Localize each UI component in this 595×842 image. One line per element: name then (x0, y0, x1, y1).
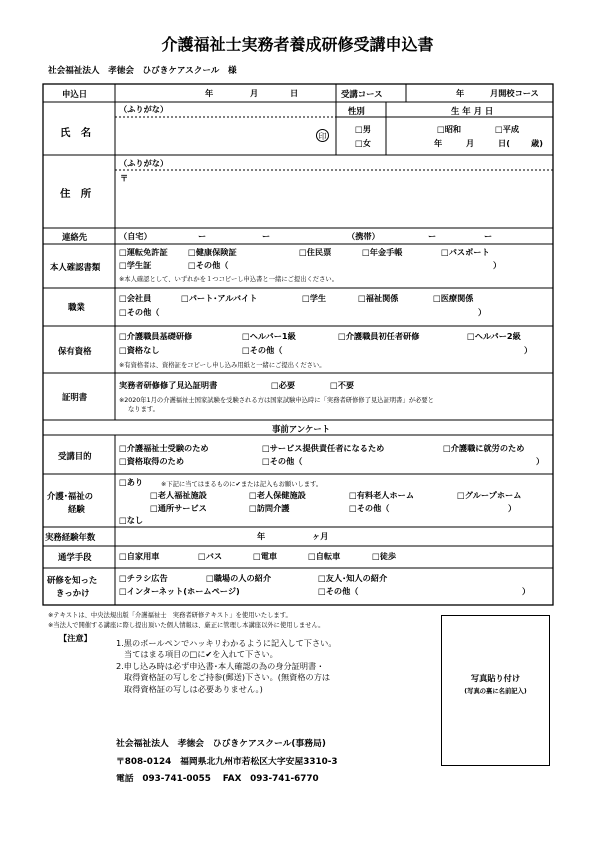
exp-paid-home-checkbox[interactable]: □有料老人ホーム (349, 490, 415, 500)
experience-note: ※下記に当てはまるものに✔または記入もお願いします。 (161, 481, 323, 488)
photo-sublabel: (写真の裏に名前記入) (464, 688, 527, 695)
id-other-checkbox[interactable]: □その他（ (188, 260, 229, 270)
label-certificate: 証明書 (62, 392, 88, 402)
id-student-card-checkbox[interactable]: □学生証 (119, 260, 152, 270)
source-flyer-checkbox[interactable]: □チラシ広告 (119, 573, 168, 583)
label-experience-2: 経験 (68, 504, 85, 514)
footer-address: 〒808-0124 福岡県北九州市若松区大字安屋3310-3 (116, 757, 338, 767)
months-unit: ヶ月 (312, 531, 329, 541)
source-coworker-checkbox[interactable]: □職場の人の紹介 (206, 573, 272, 583)
exp-other-checkbox[interactable]: □その他（ (349, 503, 390, 513)
purpose-other-close: ） (536, 456, 545, 466)
commute-car-checkbox[interactable]: □自家用車 (119, 551, 160, 561)
label-qualifications: 保有資格 (58, 346, 92, 356)
qual-note: ※有資格者は、資格証をコピーし申し込み用紙と一緒にご提出ください。 (119, 362, 326, 369)
commute-walk-checkbox[interactable]: □徒歩 (372, 551, 397, 561)
exp-other-close: ） (508, 503, 517, 513)
birth-month-unit: 月 (466, 138, 475, 148)
caution-2c: 取得資格証の写しは必要ありません。) (124, 684, 263, 694)
gender-female-checkbox[interactable]: □女 (355, 138, 371, 148)
footer-phone: 電話 093-741-0055 FAX 093-741-6770 (116, 774, 319, 784)
qual-helper1-checkbox[interactable]: □ヘルパー1級 (242, 331, 296, 341)
label-birthdate: 生 年 月 日 (451, 106, 494, 116)
job-welfare-checkbox[interactable]: □福祉関係 (358, 293, 399, 303)
era-showa-checkbox[interactable]: □昭和 (437, 124, 462, 134)
source-other-checkbox[interactable]: □その他（ (318, 586, 359, 596)
age-unit: 歳) (531, 138, 543, 148)
commute-bicycle-checkbox[interactable]: □自転車 (308, 551, 341, 561)
contact-dash-1: ー (198, 231, 207, 241)
label-commute: 通学手段 (58, 552, 92, 562)
page-title: 介護福祉士実務者養成研修受講申込書 (161, 35, 434, 54)
name-furigana: （ふりがな） (119, 104, 169, 114)
id-passport-checkbox[interactable]: □パスポート (441, 247, 490, 257)
apply-day-unit: 日 (290, 88, 299, 98)
id-other-close: ） (493, 260, 502, 270)
caution-1a: 1.黒のボールペンでハッキリわかるように記入して下さい。 (116, 638, 337, 648)
source-friend-checkbox[interactable]: □友人･知人の紹介 (318, 573, 388, 583)
label-purpose: 受講目的 (58, 451, 92, 461)
job-part-time-checkbox[interactable]: □パート･アルバイト (181, 293, 258, 303)
cert-text: 実務者研修修了見込証明書 (119, 380, 218, 390)
gender-male-checkbox[interactable]: □男 (355, 124, 371, 134)
seal-mark: 印 (316, 129, 329, 142)
label-gender: 性別 (348, 106, 365, 116)
qual-other-close: ） (524, 345, 533, 355)
birth-day-unit: 日( (498, 138, 510, 148)
course-suffix: 月開校コース (490, 88, 539, 98)
label-source-1: 研修を知った (47, 575, 98, 585)
commute-bus-checkbox[interactable]: □バス (198, 551, 223, 561)
survey-header: 事前アンケート (272, 424, 331, 434)
id-note: ※本人確認として、いずれかを１つコピーし申込書と一緒にご提出ください。 (119, 276, 338, 283)
commute-train-checkbox[interactable]: □電車 (253, 551, 278, 561)
contact-home: （自宅） (119, 231, 152, 241)
cert-note-2: なります。 (128, 406, 159, 413)
purpose-employment-checkbox[interactable]: □介護職に就労のため (443, 443, 525, 453)
label-course: 受講コース (341, 89, 383, 99)
id-resident-card-checkbox[interactable]: □住民票 (299, 247, 332, 257)
footer-organization: 社会福祉法人 孝徳会 ひびきケアスクール(事務局) (116, 739, 326, 749)
apply-month-unit: 月 (250, 88, 259, 98)
exp-day-service-checkbox[interactable]: □通所サービス (150, 503, 207, 513)
exp-elderly-welfare-checkbox[interactable]: □老人福祉施設 (150, 490, 207, 500)
note-privacy: ※当法人で開催する講座に際し提出頂いた個人情報は、厳正に管理し本講座以外に使用しません。 (48, 622, 325, 629)
purpose-qualification-checkbox[interactable]: □資格取得のため (119, 456, 185, 466)
label-id-documents: 本人確認書類 (50, 262, 101, 272)
contact-mobile: （携帯） (347, 231, 380, 241)
birth-year-unit: 年 (434, 138, 443, 148)
source-other-close: ） (522, 586, 531, 596)
experience-yes-checkbox[interactable]: □あり (119, 477, 144, 487)
postal-mark: 〒 (120, 173, 129, 183)
caution-2b: 取得資格証の写しをご持参(郵送)下さい。(無資格の方は (124, 672, 331, 682)
source-internet-checkbox[interactable]: □インターネット(ホームページ) (119, 586, 240, 596)
exp-elderly-health-checkbox[interactable]: □老人保健施設 (249, 490, 306, 500)
label-source-2: きっかけ (56, 588, 90, 598)
purpose-service-manager-checkbox[interactable]: □サービス提供責任者になるため (262, 443, 385, 453)
purpose-other-checkbox[interactable]: □その他（ (262, 456, 303, 466)
label-apply-date: 申込日 (62, 89, 88, 99)
purpose-exam-checkbox[interactable]: □介護福祉士受験のため (119, 443, 209, 453)
cert-need-checkbox[interactable]: □必要 (271, 380, 296, 390)
contact-dash-3: ー (428, 231, 437, 241)
label-years: 実務経験年数 (45, 532, 96, 542)
note-textbook: ※テキストは、中央法規出版「介護福祉士 実務者研修テキスト」を使用いたします。 (48, 612, 292, 619)
years-unit: 年 (257, 531, 266, 541)
experience-no-checkbox[interactable]: □なし (119, 515, 144, 525)
label-experience-1: 介護･福祉の (47, 491, 94, 501)
job-other-close: ） (478, 307, 487, 317)
label-name: 氏 名 (60, 127, 92, 139)
apply-year-unit: 年 (205, 88, 214, 98)
exp-home-care-checkbox[interactable]: □訪問介護 (249, 503, 290, 513)
addressee: 社会福祉法人 孝徳会 ひびきケアスクール 様 (48, 66, 237, 76)
qual-other-checkbox[interactable]: □その他（ (242, 345, 283, 355)
id-pension-book-checkbox[interactable]: □年金手帳 (362, 247, 403, 257)
job-employee-checkbox[interactable]: □会社員 (119, 293, 152, 303)
label-address: 住 所 (60, 188, 92, 200)
id-drivers-license-checkbox[interactable]: □運転免許証 (119, 247, 168, 257)
job-medical-checkbox[interactable]: □医療関係 (433, 293, 474, 303)
caution-2a: 2.申し込み時は必ず申込書･本人確認の為の身分証明書・ (116, 661, 325, 671)
contact-dash-2: ー (262, 231, 271, 241)
qual-initial-training-checkbox[interactable]: □介護職員初任者研修 (338, 331, 420, 341)
cert-no-need-checkbox[interactable]: □不要 (330, 380, 355, 390)
contact-dash-4: ー (484, 231, 493, 241)
label-occupation: 職業 (68, 302, 85, 312)
exp-group-home-checkbox[interactable]: □グループホーム (457, 490, 522, 500)
label-contact: 連絡先 (62, 232, 88, 242)
era-heisei-checkbox[interactable]: □平成 (495, 124, 520, 134)
job-other-checkbox[interactable]: □その他（ (119, 307, 160, 317)
course-year-unit: 年 (456, 88, 465, 98)
qual-helper2-checkbox[interactable]: □ヘルパー2級 (467, 331, 521, 341)
qual-none-checkbox[interactable]: □資格なし (119, 345, 160, 355)
id-health-insurance-checkbox[interactable]: □健康保険証 (188, 247, 237, 257)
address-furigana: （ふりがな） (119, 158, 169, 168)
job-student-checkbox[interactable]: □学生 (302, 293, 327, 303)
photo-label: 写真貼り付け (470, 673, 521, 683)
cert-note-1: ※2020年1月の介護福祉士国家試験を受験される方は国家試験申込時に「実務者研修修了見込証明書」が必要と (119, 397, 434, 404)
qual-basic-training-checkbox[interactable]: □介護職員基礎研修 (119, 331, 193, 341)
caution-label: 【注意】 (59, 633, 92, 643)
caution-1b: 当てはまる項目の□に✔を入れて下さい。 (124, 649, 278, 659)
